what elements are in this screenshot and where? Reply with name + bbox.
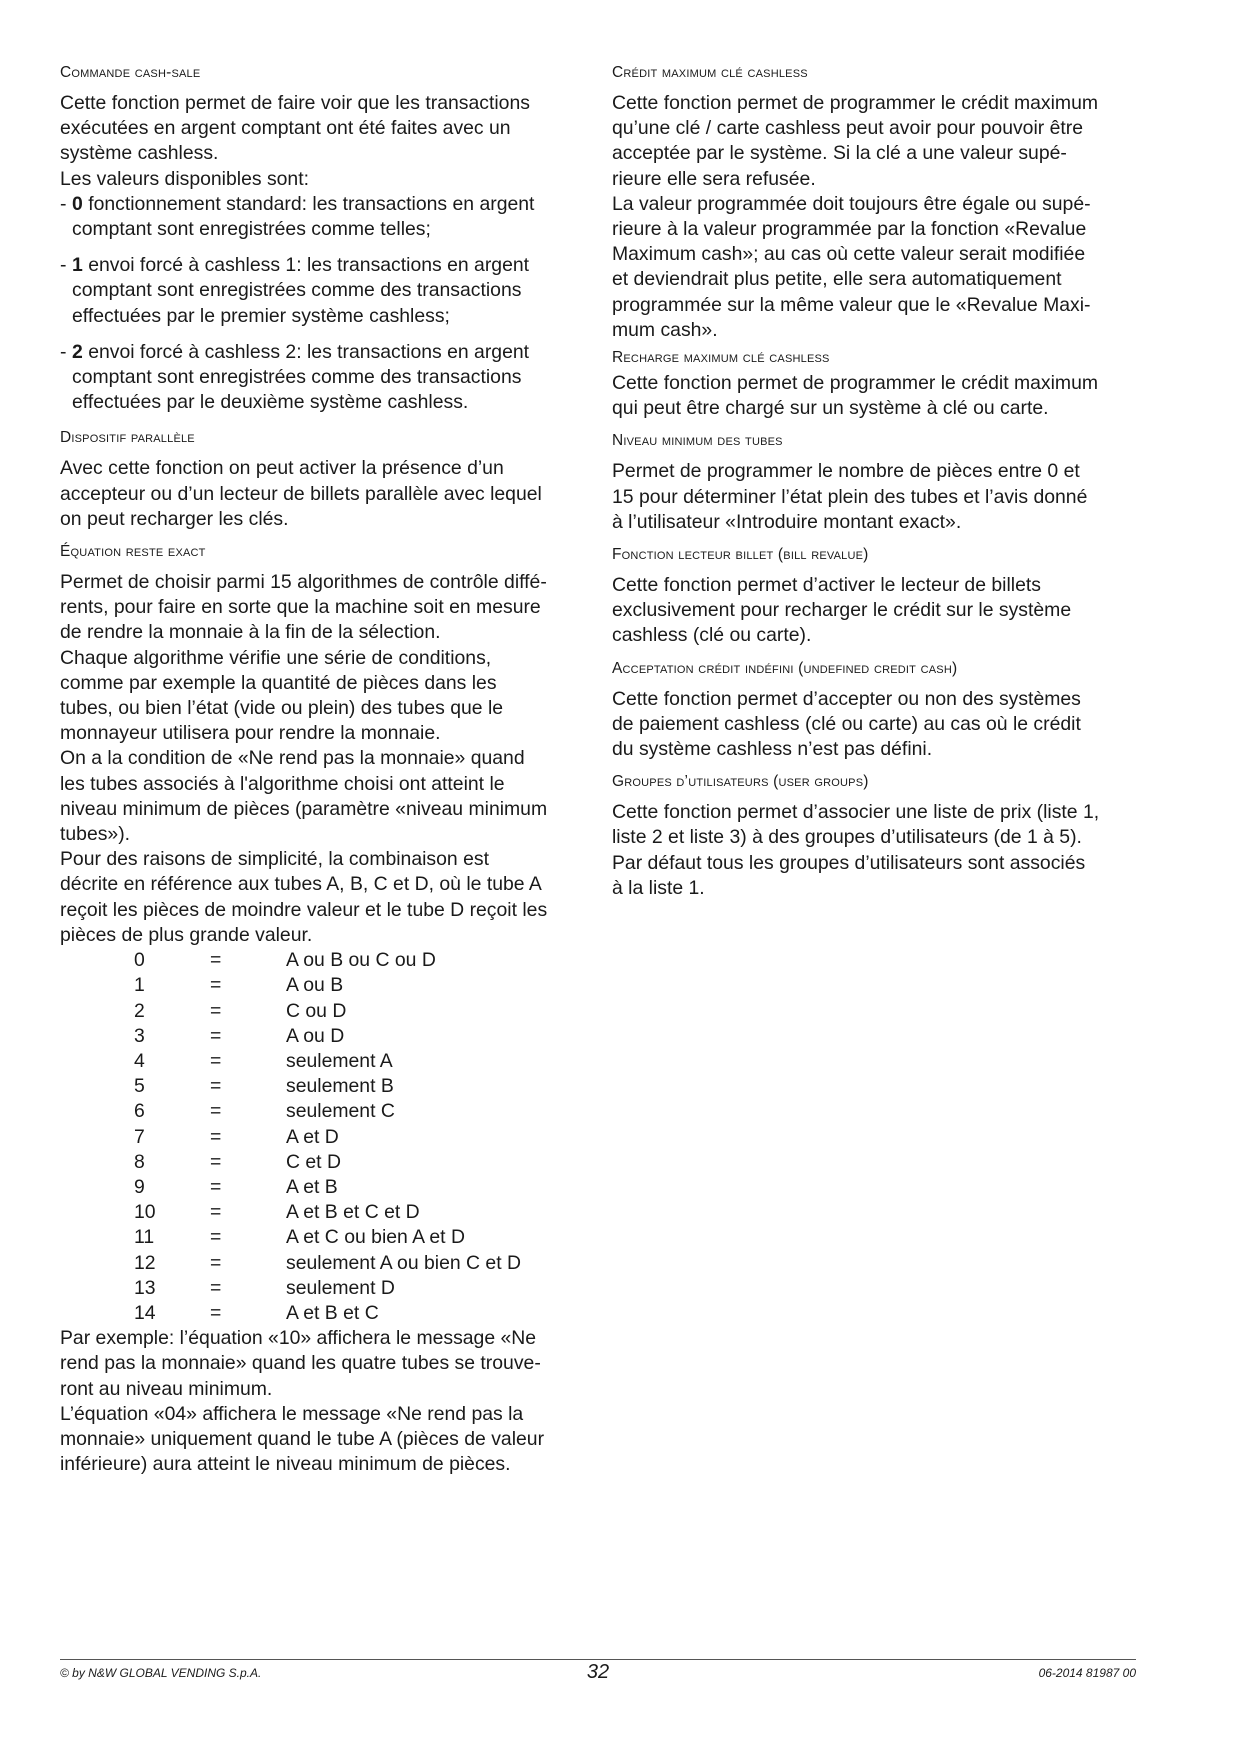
table-row: 12 = seulement A ou bien C et D: [134, 1251, 521, 1274]
right-column: [612, 64, 1142, 901]
section-heading: Recharge maximum clé cashless: [612, 349, 830, 367]
section-body: Cette fonction permet d’accepter ou non des systèmes de paiement cashless (clé ou carte) au cas où le crédit du système cashless n’est pas défini.: [612, 687, 1081, 761]
section-heading: Équation reste exact: [60, 543, 206, 561]
list-item: - 2 envoi forcé à cashless 2: les transactions en argent comptant sont enregistrées comme des transactions effectuées par le deuxième système cashless.: [60, 340, 530, 414]
section-recharge-maximum-cle: [612, 349, 1142, 421]
section-body: Cette fonction permet de faire voir que les transactions exécutées en argent comptant ont été faites avec un système cashless. Les valeurs disponibles sont:: [60, 92, 530, 190]
footer-doc-code: 06-2014 81987 00: [1038, 1666, 1136, 1680]
page-number: 32: [586, 1661, 610, 1683]
table-row: 6 = seulement C: [134, 1100, 395, 1123]
section-acceptation-credit-indefini: [612, 660, 1142, 763]
table-row: 14 = A et B et C: [134, 1301, 379, 1324]
section-body: Permet de choisir parmi 15 algorithmes de contrôle diffé- rents, pour faire en sorte que la machine soit en mesure de rendre la monnaie à la fin de la sélection. Chaque algorithme vérifie une série de conditions, comme par exemple la quantité de pièces dans les tubes, ou bien l’état (vide ou plein) des tubes que le monnayeur utilisera pour rendre la monnaie. On a la condition de «Ne rend pas la monnaie» quand les tubes associés à l'algorithme choisi ont atteint le niveau minimum de pièces (paramètre «niveau minimum tubes»). Pour des raisons de simplicité, la combinaison est décrite en référence aux tubes A, B, C et D, où le tube A reçoit les pièces de moindre valeur et le tube D reçoit les pièces de plus grande valeur.: [60, 571, 548, 946]
table-row: 7 = A et D: [134, 1125, 339, 1148]
section-heading: Acceptation crédit indéfini (undefined credit cash): [612, 659, 958, 677]
section-body: Cette fonction permet d’activer le lecteur de billets exclusivement pour recharger le crédit sur le système cashless (clé ou carte).: [612, 574, 1072, 647]
section-fonction-lecteur-billet: [612, 546, 1142, 649]
list-item: - 1 envoi forcé à cashless 1: les transactions en argent comptant sont enregistrées comme des transactions effectuées par le premier système cashless;: [60, 254, 530, 327]
table-row: 10 = A et B et C et D: [134, 1201, 420, 1224]
section-niveau-minimum-tubes: [612, 432, 1142, 535]
list-item: - 0 fonctionnement standard: les transactions en argent comptant sont enregistrées comme telles;: [60, 192, 535, 241]
section-body: Cette fonction permet d’associer une liste de prix (liste 1, liste 2 et liste 3) à des groupes d’utilisateurs (de 1 à 5). Par défaut tous les groupes d’utilisateurs sont associés à la liste 1.: [612, 801, 1100, 899]
section-equation-reste-exact: [60, 543, 580, 1477]
values-list: [60, 192, 580, 416]
section-body: Cette fonction permet de programmer le crédit maximum qu’une clé / carte cashless peut avoir pour pouvoir être acceptée par le système. Si la clé a une valeur supé- rieure elle sera refusée. La valeur programmée doit toujours être égale ou supé- rieure à la valeur programmée par la fonction «Revalue Maximum cash»; au cas où cette valeur serait modifiée et deviendrait plus petite, elle sera automatiquement programmée sur la même valeur que le «Revalue Maxi- mum cash».: [612, 92, 1099, 341]
section-dispositif-parallele: [60, 429, 580, 532]
table-row: 4 = seulement A: [134, 1049, 393, 1072]
table-row: 2 = C ou D: [134, 999, 347, 1022]
table-row: 3 = A ou D: [134, 1024, 345, 1047]
table-row: 11 = A et C ou bien A et D: [134, 1226, 465, 1249]
table-row: 5 = seulement B: [134, 1075, 394, 1098]
section-groupes-utilisateurs: [612, 773, 1142, 901]
footer-copyright: © by N&W GLOBAL VENDING S.p.A.: [60, 1666, 262, 1680]
section-heading: Commande cash-sale: [60, 64, 201, 81]
section-heading: Groupes d’utilisateurs (user groups): [612, 773, 869, 791]
left-column: [60, 64, 580, 1477]
section-heading: Dispositif parallèle: [60, 429, 195, 447]
section-credit-maximum-cle: [612, 64, 1142, 343]
table-row: 13 = seulement D: [134, 1276, 395, 1299]
section-heading: Crédit maximum clé cashless: [612, 64, 808, 81]
section-commande-cash-sale: [60, 64, 580, 415]
section-body: Avec cette fonction on peut activer la présence d’un accepteur ou d’un lecteur de billets parallèle avec lequel on peut recharger les clés.: [60, 457, 542, 530]
section-heading: Niveau minimum des tubes: [612, 432, 783, 450]
section-body-after: Par exemple: l’équation «10» affichera le message «Ne rend pas la monnaie» quand les quatre tubes se trouve- ront au niveau minimum. L’équation «04» affichera le message «Ne rend pas la monnaie» uniquement quand le tube A (pièces de valeur inférieure) aura atteint le niveau minimum de pièces.: [60, 1327, 545, 1476]
table-row: 8 = C et D: [134, 1150, 341, 1173]
page-footer: [60, 1659, 1136, 1683]
table-row: 1 = A ou B: [134, 974, 344, 997]
table-row: 9 = A et B: [134, 1175, 338, 1198]
table-row: 0 = A ou B ou C ou D: [134, 949, 436, 972]
section-body: Cette fonction permet de programmer le crédit maximum qui peut être chargé sur un système à clé ou carte.: [612, 372, 1099, 420]
section-body: Permet de programmer le nombre de pièces entre 0 et 15 pour déterminer l’état plein des tubes et l’avis donné à l’utilisateur «Introduire montant exact».: [612, 460, 1088, 533]
equation-table: [134, 948, 521, 1326]
section-heading: Fonction lecteur billet (bill revalue): [612, 546, 869, 564]
